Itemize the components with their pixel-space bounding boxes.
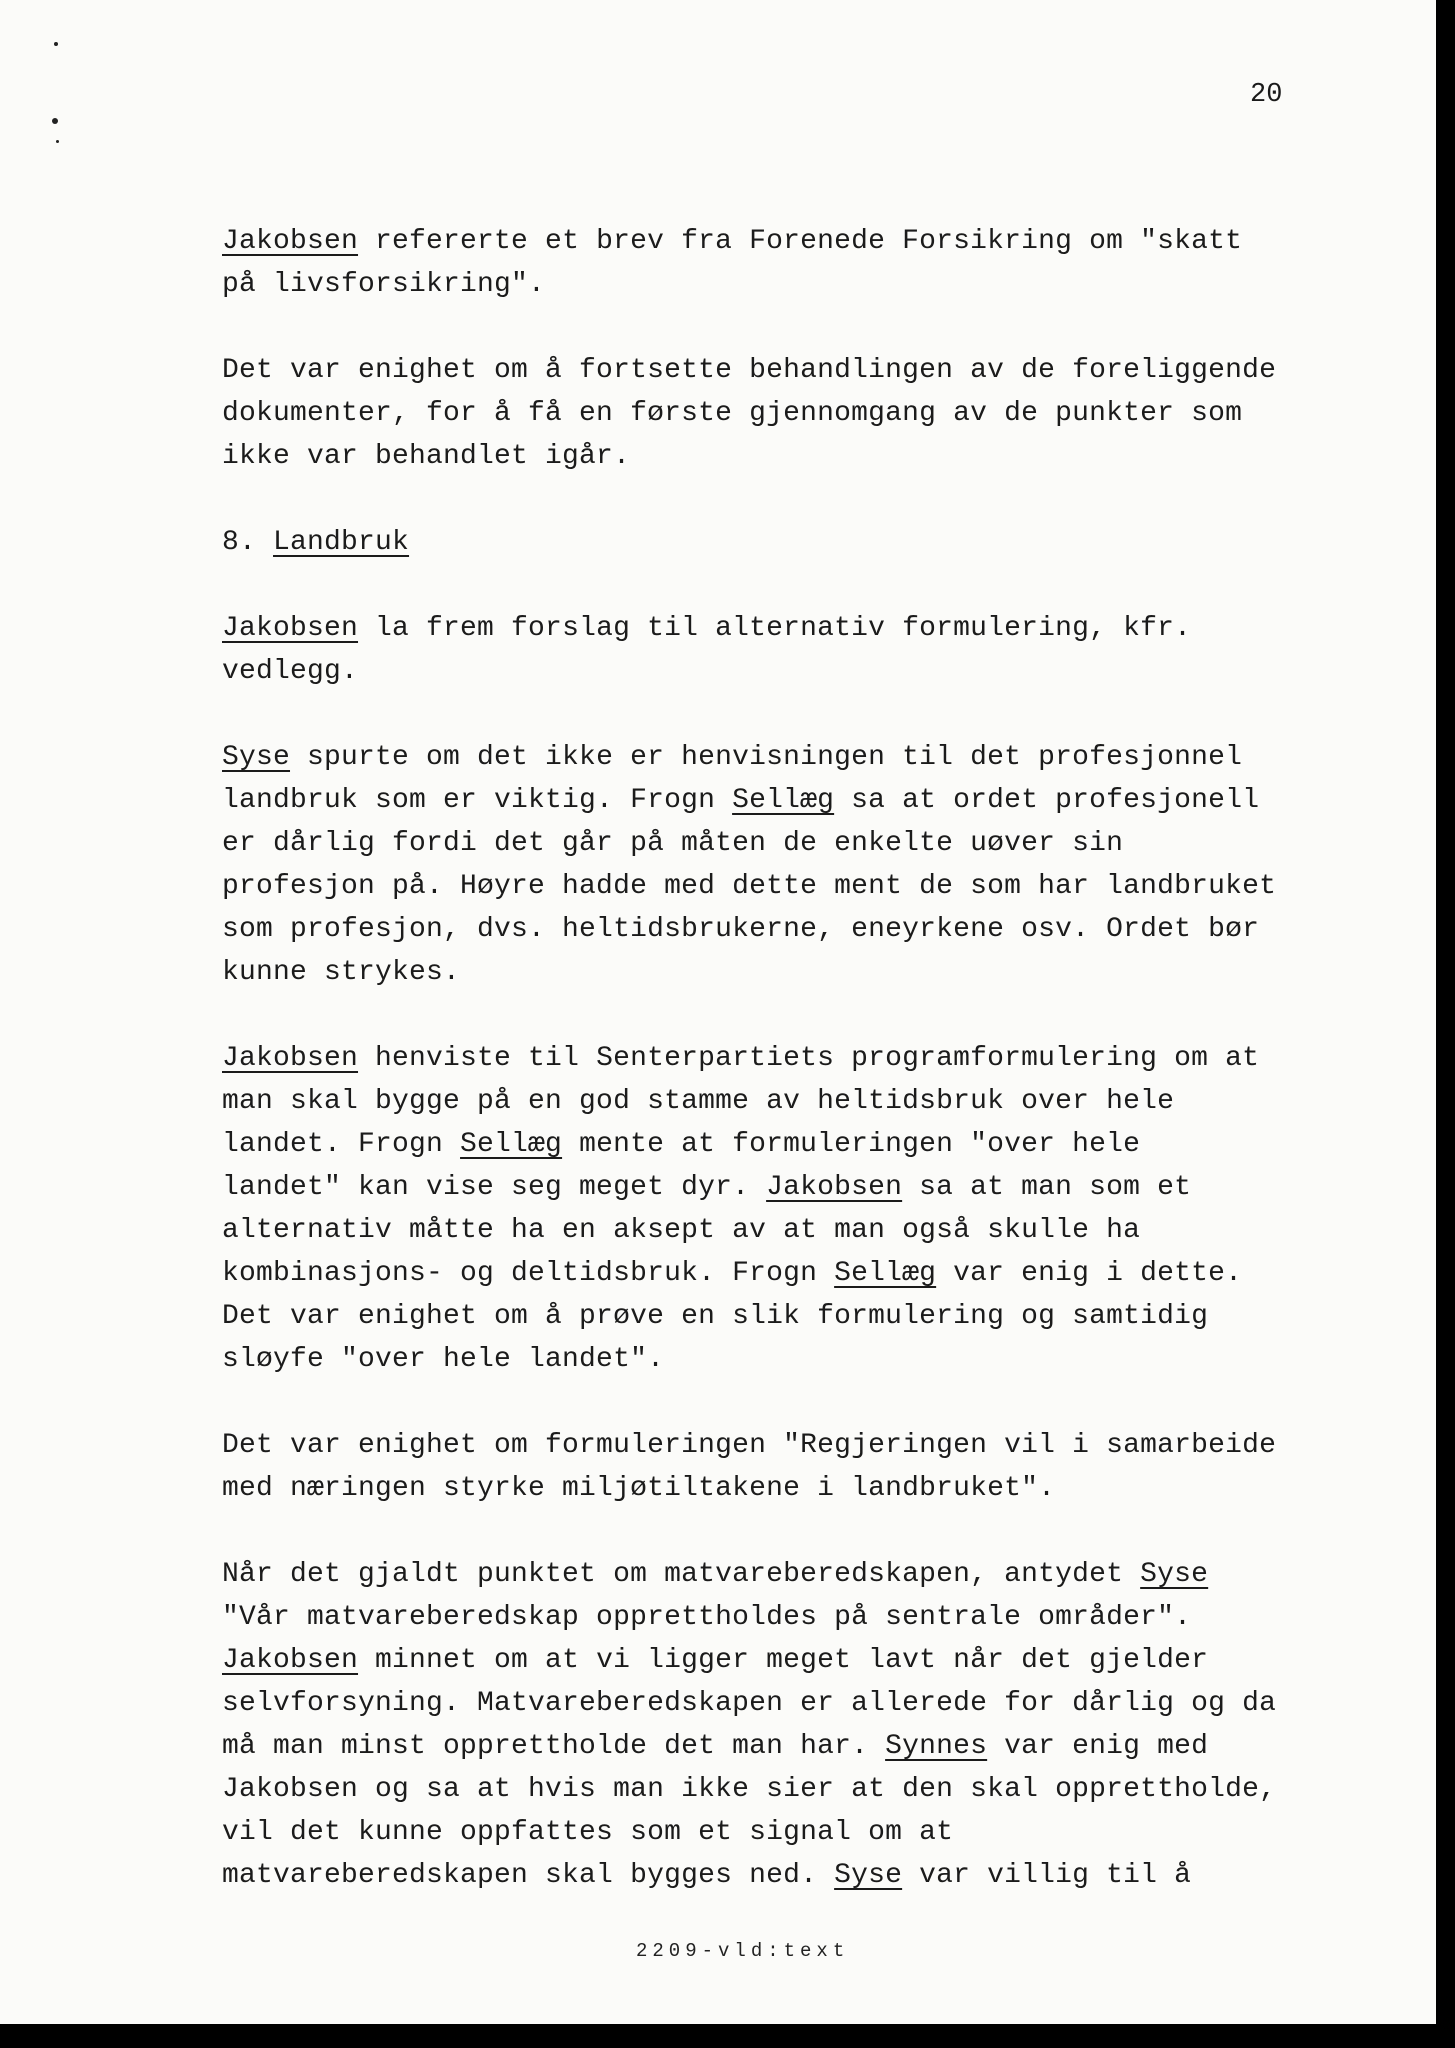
text-line (222, 1424, 1332, 1467)
text-line (222, 908, 1332, 951)
text-segment: dokumenter, for å få en første gjennomgang av de punkter som (222, 398, 1243, 429)
text-segment: sa at man som et (902, 1172, 1192, 1203)
text-line (222, 220, 1332, 263)
text-line (222, 1639, 1332, 1682)
text-line (222, 779, 1332, 822)
underlined-name: Jakobsen (222, 613, 359, 644)
paragraph-gap (222, 564, 1332, 607)
text-segment: spurte om det ikke er henvisningen til det profesjonnel (290, 742, 1243, 773)
text-segment: refererte et brev fra Forenede Forsikring om "skatt (358, 226, 1243, 257)
scan-mark-top (54, 42, 58, 46)
text-line (222, 1295, 1332, 1338)
text-segment: Jakobsen og sa at hvis man ikke sier at den skal opprettholde, (222, 1774, 1277, 1805)
paragraph (222, 1553, 1332, 1897)
paragraph (222, 1037, 1332, 1381)
text-segment: landet. Frogn (222, 1129, 461, 1160)
scan-mark-middle (52, 118, 58, 124)
underlined-name: Jakobsen (766, 1172, 903, 1203)
paragraph-gap (222, 1510, 1332, 1553)
text-line (222, 1338, 1332, 1381)
text-line (222, 822, 1332, 865)
text-segment: er dårlig fordi det går på måten de enkelte uøver sin (222, 828, 1124, 859)
text-segment: minnet om at vi ligger meget lavt når det gjelder (358, 1645, 1209, 1676)
underlined-name: Jakobsen (222, 1043, 359, 1074)
text-segment: Når det gjaldt punktet om matvareberedskapen, antydet (222, 1559, 1141, 1590)
text-line (222, 1596, 1332, 1639)
text-line (222, 263, 1332, 306)
scan-mark-bottom (56, 140, 59, 143)
text-line (222, 1553, 1332, 1596)
text-segment: Det var enighet om formuleringen "Regjeringen vil i samarbeide (222, 1430, 1277, 1461)
text-segment: sløyfe "over hele landet". (222, 1344, 665, 1375)
text-line (222, 392, 1332, 435)
text-line (222, 435, 1332, 478)
text-line (222, 1768, 1332, 1811)
text-segment: må man minst opprettholde det man har. (222, 1731, 886, 1762)
paragraph (222, 1424, 1332, 1510)
text-segment: var enig med (987, 1731, 1209, 1762)
text-segment: landet" kan vise seg meget dyr. (222, 1172, 767, 1203)
text-segment: landbruk som er viktig. Frogn (222, 785, 733, 816)
underlined-name: Jakobsen (222, 226, 359, 257)
text-segment: henviste til Senterpartiets programformulering om at (358, 1043, 1260, 1074)
text-segment: 8. (222, 527, 274, 558)
text-segment: kombinasjons- og deltidsbruk. Frogn (222, 1258, 835, 1289)
text-segment: man skal bygge på en god stamme av heltidsbruk over hele (222, 1086, 1175, 1117)
text-line (222, 1080, 1332, 1123)
text-line (222, 1037, 1332, 1080)
paragraph-gap (222, 1381, 1332, 1424)
text-segment: matvareberedskapen skal bygges ned. (222, 1860, 835, 1891)
text-segment: mente at formuleringen "over hele (562, 1129, 1141, 1160)
text-line (222, 1725, 1332, 1768)
text-line (222, 1467, 1332, 1510)
underlined-name: Sellæg (460, 1129, 563, 1160)
page-number: 20 (1250, 80, 1283, 110)
underlined-name: Syse (1140, 1559, 1209, 1590)
text-line (222, 650, 1332, 693)
text-line (222, 951, 1332, 994)
paragraph-gap (222, 994, 1332, 1037)
text-segment: Det var enighet om å fortsette behandlingen av de foreliggende (222, 355, 1277, 386)
text-segment: selvforsyning. Matvareberedskapen er allerede for dårlig og da (222, 1688, 1277, 1719)
text-line (222, 1682, 1332, 1725)
paragraph (222, 220, 1332, 306)
text-segment: sa at ordet profesjonell (834, 785, 1260, 816)
text-segment: vil det kunne oppfattes som et signal om at (222, 1817, 954, 1848)
text-segment: "Vår matvareberedskap opprettholdes på sentrale områder". (222, 1602, 1192, 1633)
paragraph (222, 521, 1332, 564)
text-segment: med næringen styrke miljøtiltakene i landbruket". (222, 1473, 1056, 1504)
paragraph (222, 349, 1332, 478)
text-line (222, 736, 1332, 779)
underlined-name: Syse (222, 742, 291, 773)
text-line (222, 1209, 1332, 1252)
paragraph-gap (222, 306, 1332, 349)
underlined-name: Landbruk (273, 527, 410, 558)
underlined-name: Syse (834, 1860, 903, 1891)
text-segment: la frem forslag til alternativ formulering, kfr. (358, 613, 1192, 644)
text-line (222, 865, 1332, 908)
text-segment: vedlegg. (222, 656, 359, 687)
text-line (222, 349, 1332, 392)
paragraph-gap (222, 693, 1332, 736)
underlined-name: Sellæg (732, 785, 835, 816)
text-segment: var villig til å (902, 1860, 1192, 1891)
paragraph (222, 607, 1332, 693)
paragraph-gap (222, 478, 1332, 521)
text-line (222, 1123, 1332, 1166)
underlined-name: Sellæg (834, 1258, 937, 1289)
text-line (222, 1811, 1332, 1854)
text-line (222, 521, 1332, 564)
underlined-name: Synnes (885, 1731, 988, 1762)
paragraph (222, 736, 1332, 994)
text-line (222, 1252, 1332, 1295)
document-body (222, 220, 1332, 1897)
text-segment: profesjon på. Høyre hadde med dette ment de som har landbruket (222, 871, 1277, 902)
text-segment: Det var enighet om å prøve en slik formulering og samtidig (222, 1301, 1209, 1332)
document-footer: 2209-vld:text (636, 1940, 850, 1962)
text-segment: alternativ måtte ha en aksept av at man også skulle ha (222, 1215, 1141, 1246)
text-segment: som profesjon, dvs. heltidsbrukerne, eneyrkene osv. Ordet bør (222, 914, 1260, 945)
underlined-name: Jakobsen (222, 1645, 359, 1676)
text-line (222, 1166, 1332, 1209)
text-segment: var enig i dette. (936, 1258, 1243, 1289)
text-segment: ikke var behandlet igår. (222, 441, 631, 472)
text-line (222, 607, 1332, 650)
text-segment: på livsforsikring". (222, 269, 546, 300)
text-line (222, 1854, 1332, 1897)
text-segment: kunne strykes. (222, 957, 461, 988)
